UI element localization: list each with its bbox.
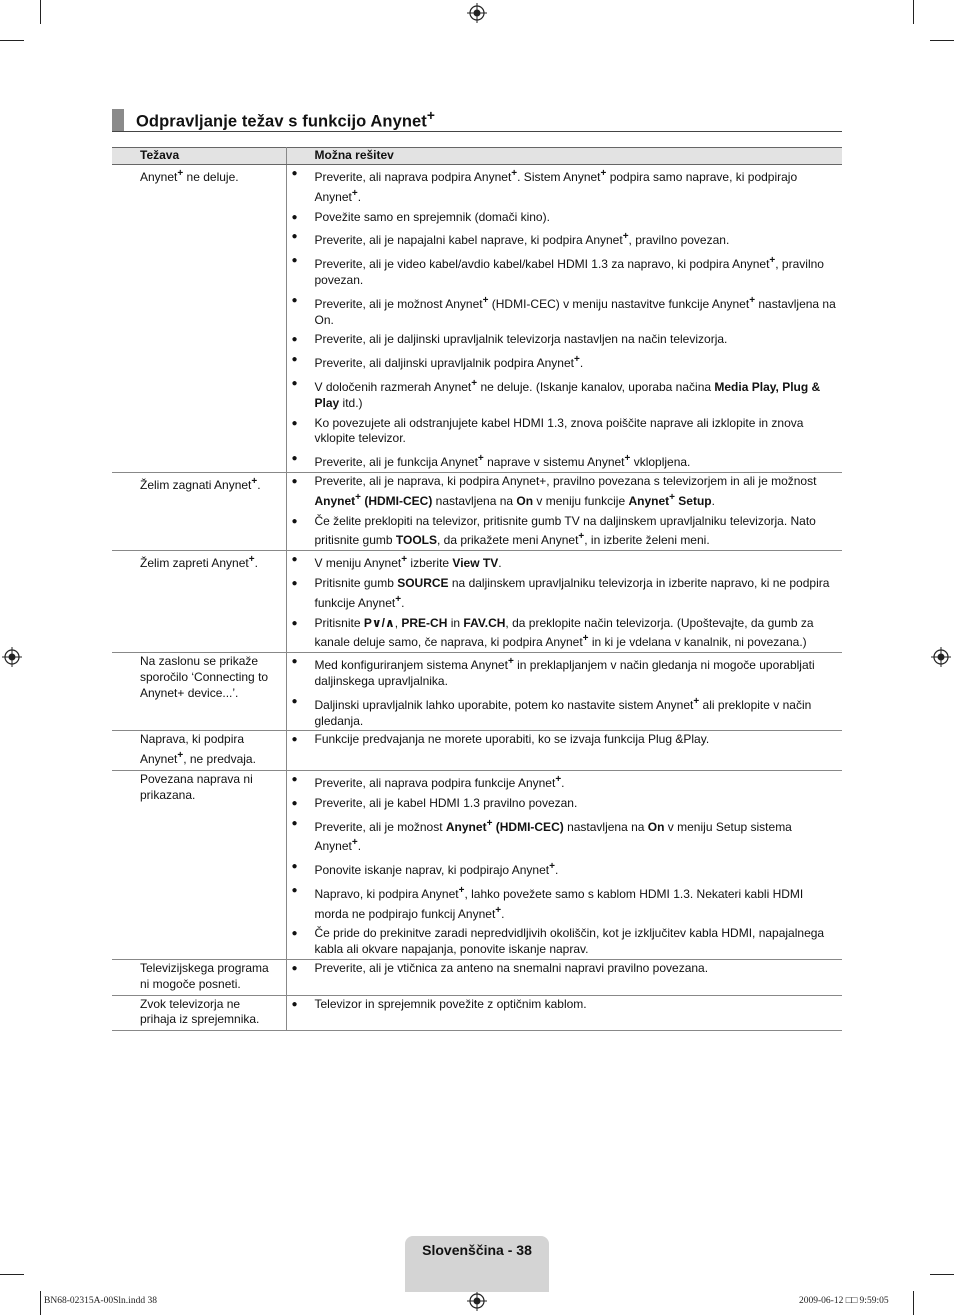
list-item	[287, 376, 843, 416]
solutions-cell	[286, 960, 842, 996]
list-item	[287, 229, 843, 253]
text-run: Naprava, ki podpira Anynet	[140, 732, 245, 767]
bullet-icon: ●	[291, 354, 298, 366]
text-run: Povežite samo en sprejemnik (domači kino).	[314, 209, 550, 224]
keyword: (HDMI-CEC)	[361, 493, 433, 508]
solution-list	[287, 474, 843, 550]
registration-mark-icon	[931, 647, 951, 667]
plus-sign: +	[477, 453, 484, 465]
list-item	[287, 796, 843, 816]
text-run: ali preklopite v način gledanja.	[314, 697, 812, 728]
plus-sign: +	[351, 187, 358, 199]
plus-sign: +	[486, 817, 493, 829]
keyword: ∨/∧	[371, 615, 395, 630]
crop-mark	[913, 0, 914, 24]
page-number-tab	[405, 1236, 549, 1292]
solutions-cell	[286, 995, 842, 1031]
solution-list	[287, 772, 843, 959]
text-run: Pritisnite gumb	[314, 575, 398, 590]
text-run: , da preklopite način televizorja. (Upoštevajte, da gumb za kanale deluje samo, če naprava, ki podpira Anynet	[314, 615, 814, 650]
page-number-label: Slovenščina - 38	[422, 1242, 532, 1258]
solutions-cell	[286, 551, 842, 653]
text-run: podpira samo naprave, ki podpirajo Anynet	[314, 170, 798, 204]
text-run: vklopljena.	[630, 455, 691, 470]
text-run: Zvok televizorja ne prihaja iz sprejemnika.	[140, 996, 260, 1027]
keyword: FAV.CH	[463, 615, 506, 630]
plus-sign: +	[401, 554, 408, 566]
bullet-icon: ●	[291, 255, 298, 267]
bullet-icon: ●	[291, 453, 298, 465]
list-item	[287, 732, 843, 749]
solution-list	[287, 961, 843, 978]
text-run: ne deluje. (Iskanje kanalov, uporaba načina	[477, 379, 715, 394]
text-run: , pravilno povezan.	[314, 257, 824, 287]
table-body	[112, 165, 842, 1031]
bullet-icon: ●	[291, 695, 298, 707]
list-item	[287, 576, 843, 616]
text-run: nastavljena na On.	[314, 296, 836, 327]
text-run: Preverite, ali je naprava, ki podpira Anynet+, pravilno povezana s televizorjem in ali je možnost	[314, 473, 817, 488]
text-run: Preverite, ali je video kabel/avdio kabel/kabel HDMI 1.3 za napravo, ki podpira Anynet	[314, 257, 770, 272]
keyword: TOOLS	[395, 533, 437, 548]
keyword: Setup	[674, 493, 712, 508]
plus-sign: +	[693, 695, 700, 707]
text-run: (HDMI-CEC) v meniju nastavitve funkcije Anynet	[488, 296, 750, 311]
bullet-icon: ●	[291, 884, 298, 896]
keyword: PRE-CH	[401, 615, 448, 630]
plus-sign: +	[549, 861, 555, 873]
table-row	[112, 551, 842, 653]
bullet-icon: ●	[291, 861, 298, 873]
list-item	[287, 416, 843, 452]
table-row	[112, 165, 842, 473]
list-item	[287, 926, 843, 959]
registration-mark-icon	[467, 1291, 487, 1311]
list-item	[287, 332, 843, 352]
plus-sign: +	[177, 750, 184, 762]
list-item	[287, 883, 843, 927]
solutions-cell	[286, 653, 842, 731]
keyword: On	[647, 819, 665, 834]
list-item	[287, 514, 843, 551]
keyword: Anynet	[445, 819, 487, 834]
solution-list	[287, 552, 843, 652]
bullet-icon: ●	[291, 515, 298, 527]
bullet-icon: ●	[291, 554, 298, 566]
plus-sign: +	[251, 475, 258, 487]
list-item	[287, 816, 843, 860]
list-item	[287, 552, 843, 576]
text-run: .	[498, 556, 502, 571]
solutions-cell	[286, 770, 842, 959]
list-item	[287, 616, 843, 653]
plus-sign: +	[624, 453, 631, 465]
plus-sign: +	[582, 633, 589, 645]
table-row	[112, 960, 842, 996]
plus-sign: +	[511, 168, 518, 179]
table-row	[112, 653, 842, 731]
column-header-solution: Možna rešitev	[286, 148, 842, 165]
plus-sign: +	[573, 354, 580, 366]
solution-list	[287, 732, 843, 749]
list-item	[287, 694, 843, 731]
plus-sign: +	[458, 884, 465, 896]
text-run: Preverite, ali je možnost Anynet	[314, 296, 483, 311]
list-item	[287, 210, 843, 230]
text-run: , lahko povežete samo s kablom HDMI 1.3. Nekateri kabli HDMI morda ne podpirajo funkcij Anynet	[314, 886, 804, 921]
plus-sign: +	[600, 168, 607, 179]
plus-sign: +	[555, 773, 562, 785]
text-run: Na zaslonu se prikaže sporočilo ‘Connecting to Anynet+ device...’.	[140, 654, 269, 700]
plus-sign: +	[622, 231, 629, 243]
text-run: .	[561, 775, 565, 790]
keyword: SOURCE	[397, 575, 449, 590]
list-item	[287, 293, 843, 333]
text-run: Anynet	[140, 170, 178, 184]
text-run: Če pride do prekinitve zaradi nepredvidljivih okoliščin, kot je izključitev kabla HDMI, napajalnega kabla ali okvare napajanja, ponovite iskanje naprav.	[314, 926, 825, 957]
table-row	[112, 731, 842, 771]
plus-sign: +	[395, 593, 402, 605]
list-item	[287, 772, 843, 796]
list-item	[287, 451, 843, 472]
crop-mark	[0, 40, 24, 41]
text-run: naprave v sistemu Anynet	[483, 455, 625, 470]
text-run: itd.)	[339, 395, 363, 410]
bullet-icon: ●	[291, 417, 298, 429]
text-run: ne deluje.	[183, 170, 239, 184]
bullet-icon: ●	[291, 656, 298, 668]
text-run: Funkcije predvajanja ne morete uporabiti, ko se izvaja funkcija Plug &Play.	[314, 732, 710, 747]
text-run: .	[711, 493, 715, 508]
troubleshooting-table	[112, 147, 842, 1031]
text-run: in ki je vdelana v kanalnik, ni povezana.)	[588, 635, 807, 650]
plus-sign: +	[248, 554, 255, 566]
table-row	[112, 472, 842, 550]
text-run: .	[357, 839, 362, 854]
text-run: Daljinski upravljalnik lahko uporabite, potem ko nastavite sistem Anynet	[314, 697, 694, 712]
plus-sign: +	[426, 108, 436, 123]
plus-sign: +	[749, 294, 756, 306]
keyword: On	[516, 493, 534, 508]
crop-mark	[40, 0, 41, 24]
bullet-icon: ●	[291, 294, 298, 306]
column-header-problem: Težava	[112, 148, 286, 165]
text-run: V določenih razmerah Anynet	[314, 379, 472, 394]
text-run: Povezana naprava ni prikazana.	[140, 771, 253, 802]
text-run: .	[254, 556, 258, 571]
text-run: , da prikažete meni Anynet	[437, 533, 579, 548]
bullet-icon: ●	[291, 211, 298, 223]
text-run: Preverite, ali je možnost	[314, 819, 446, 834]
print-slug-timestamp: 2009-06-12 □□ 9:59:05	[799, 1296, 889, 1306]
text-run: .	[501, 906, 505, 921]
text-run: Preverite, ali je vtičnica za anteno na snemalni napravi pravilno povezana.	[314, 961, 709, 976]
bullet-icon: ●	[291, 963, 298, 975]
bullet-icon: ●	[291, 928, 298, 940]
plus-sign: +	[495, 904, 502, 916]
problem-cell	[112, 472, 286, 550]
list-item	[287, 474, 843, 514]
keyword: Anynet	[628, 493, 670, 508]
text-run: Želim zagnati Anynet	[140, 477, 252, 492]
section-heading-bar	[112, 109, 124, 131]
registration-mark-icon	[467, 3, 487, 23]
text-run: in preklapljanjem v način gledanja ni mogoče uporabljati daljinskega upravljalnika.	[314, 658, 815, 688]
problem-cell	[112, 731, 286, 771]
text-run: Preverite, ali naprava podpira funkcije Anynet	[314, 775, 556, 790]
list-item	[287, 997, 843, 1014]
table-row	[112, 770, 842, 959]
problem-cell	[112, 960, 286, 996]
text-run: , pravilno povezan.	[628, 233, 730, 248]
solution-list	[287, 997, 843, 1014]
list-item	[287, 961, 843, 978]
problem-cell	[112, 165, 286, 473]
text-run: in	[447, 615, 464, 630]
text-run: nastavljena na	[563, 819, 648, 834]
section-title: Odpravljanje težav s funkcijo Anynet+	[136, 108, 436, 131]
bullet-icon: ●	[291, 797, 298, 809]
bullet-icon: ●	[291, 377, 298, 389]
list-item	[287, 859, 843, 883]
plus-sign: +	[471, 377, 478, 389]
plus-sign: +	[507, 656, 514, 668]
table-header-row	[112, 148, 842, 165]
crop-mark	[0, 1274, 24, 1275]
crop-mark	[930, 40, 954, 41]
section-heading	[112, 108, 842, 132]
text-run: Ko povezujete ali odstranjujete kabel HDMI 1.3, znova poiščite naprave ali izklopite in znova vklopite televizor.	[314, 415, 804, 446]
crop-mark	[40, 1291, 41, 1315]
text-run: v meniju Setup sistema Anynet	[314, 819, 792, 854]
solution-list	[287, 654, 843, 730]
solutions-cell	[286, 731, 842, 771]
text-run: .	[357, 189, 362, 204]
plus-sign: +	[355, 491, 362, 503]
text-run: Televizor in sprejemnik povežite z optičnim kablom.	[314, 996, 587, 1011]
table-row	[112, 995, 842, 1031]
text-run: Televizijskega programa ni mogoče posneti.	[140, 961, 269, 991]
text-run: Preverite, ali daljinski upravljalnik podpira Anynet	[314, 356, 574, 371]
list-item	[287, 352, 843, 376]
text-run: , ne predvaja.	[183, 752, 256, 767]
text-run: Preverite, ali je funkcija Anynet	[314, 455, 478, 470]
text-run: , in izberite želeni meni.	[584, 533, 710, 548]
bullet-icon: ●	[291, 617, 298, 629]
text-run: Preverite, ali naprava podpira Anynet	[314, 170, 512, 184]
problem-cell	[112, 551, 286, 653]
solution-list	[287, 166, 843, 472]
text-run: v meniju funkcije	[533, 493, 629, 508]
list-item	[287, 253, 843, 293]
text-run: Preverite, ali je napajalni kabel naprave, ki podpira Anynet	[314, 233, 623, 248]
plus-sign: +	[177, 168, 184, 179]
keyword: Media Play, Plug & Play	[314, 379, 821, 410]
crop-mark	[930, 1274, 954, 1275]
text-run: Želim zapreti Anynet	[140, 556, 249, 571]
text-run: nastavljena na	[432, 493, 517, 508]
bullet-icon: ●	[291, 475, 298, 487]
text-run: V meniju Anynet	[314, 556, 402, 571]
bullet-icon: ●	[291, 734, 298, 746]
keyword: P	[363, 615, 372, 630]
bullet-icon: ●	[291, 577, 298, 589]
bullet-icon: ●	[291, 773, 298, 785]
text-run: Pritisnite	[314, 615, 364, 630]
text-run: .	[579, 356, 584, 371]
list-item	[287, 166, 843, 210]
keyword: (HDMI-CEC)	[492, 819, 564, 834]
text-run: izberite	[407, 556, 453, 571]
solutions-cell	[286, 165, 842, 473]
problem-cell	[112, 995, 286, 1031]
print-slug-file: BN68-02315A-00Sln.indd 38	[44, 1296, 157, 1306]
text-run: Preverite, ali je daljinski upravljalnik televizorja nastavljen na način televizorja.	[314, 332, 728, 347]
text-run: Ponovite iskanje naprav, ki podpirajo Anynet	[314, 863, 550, 878]
plus-sign: +	[769, 255, 776, 267]
solutions-cell	[286, 472, 842, 550]
text-run: .	[401, 595, 405, 610]
plus-sign: +	[482, 294, 489, 306]
keyword: Anynet	[314, 493, 356, 508]
problem-cell	[112, 653, 286, 731]
keyword: View TV	[452, 556, 499, 571]
list-item	[287, 654, 843, 694]
bullet-icon: ●	[291, 168, 298, 179]
bullet-icon: ●	[291, 998, 298, 1010]
text-run: Napravo, ki podpira Anynet	[314, 886, 459, 901]
crop-mark	[913, 1291, 914, 1315]
text-run: .	[257, 477, 261, 492]
registration-mark-icon	[2, 647, 22, 667]
text-run: .	[554, 863, 559, 878]
bullet-icon: ●	[291, 817, 298, 829]
plus-sign: +	[669, 491, 675, 503]
text-run: Če želite preklopiti na televizor, pritisnite gumb TV na daljinskem upravljalniku televizorja. Nato pritisnite gumb	[314, 513, 816, 548]
plus-sign: +	[578, 531, 585, 543]
text-run: Med konfiguriranjem sistema Anynet	[314, 658, 508, 673]
bullet-icon: ●	[291, 334, 298, 346]
text-run: na daljinskem upravljalniku televizorja in izberite napravo, ki ne podpira funkcije Anynet	[314, 575, 830, 610]
plus-sign: +	[351, 837, 358, 849]
text-run: . Sistem Anynet	[517, 170, 601, 184]
text-run: Preverite, ali je kabel HDMI 1.3 pravilno povezan.	[314, 795, 578, 810]
text-run: ,	[394, 615, 402, 630]
problem-cell	[112, 770, 286, 959]
bullet-icon: ●	[291, 231, 298, 243]
